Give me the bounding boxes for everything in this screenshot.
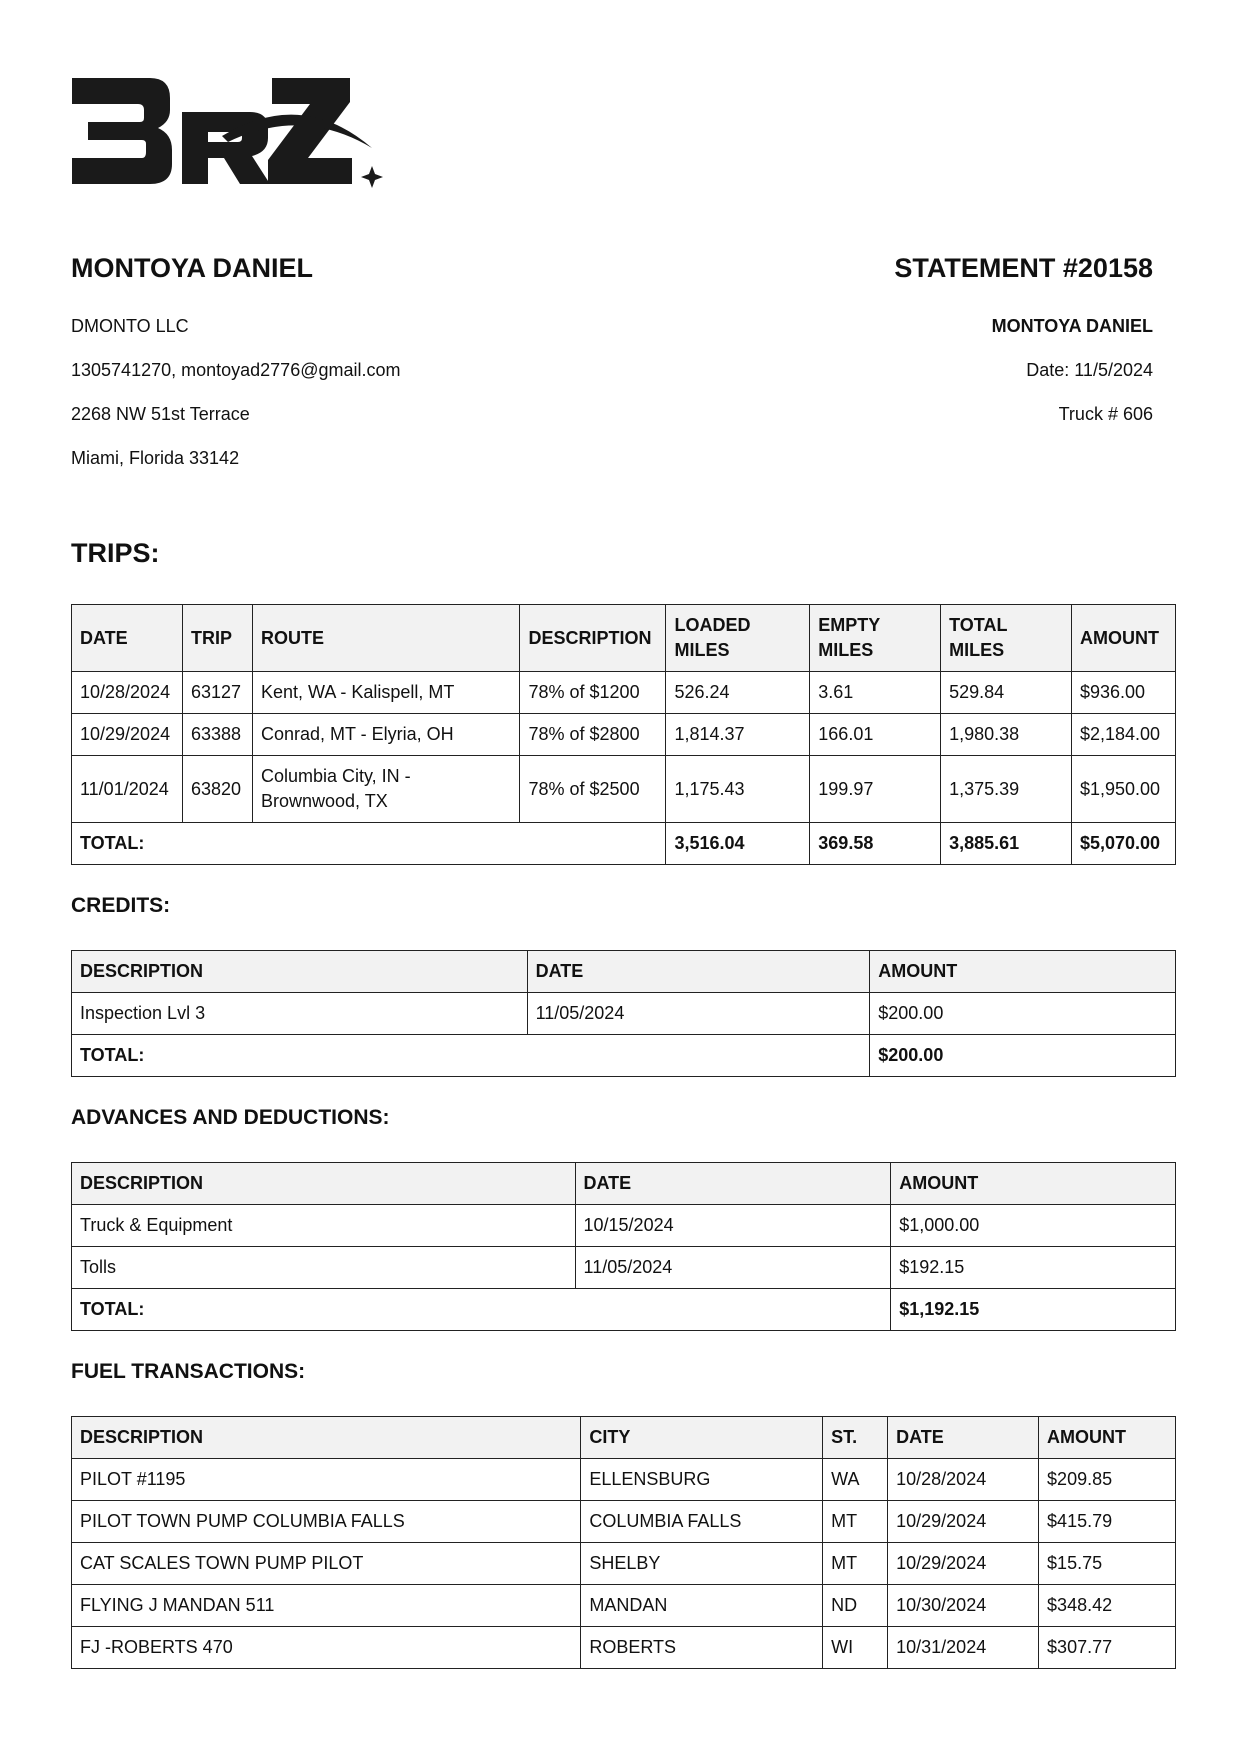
- cell-amount: $348.42: [1039, 1585, 1176, 1627]
- column-header: AMOUNT: [1039, 1417, 1176, 1459]
- column-header: TRIP: [182, 605, 252, 672]
- cell-city: MANDAN: [581, 1585, 823, 1627]
- cell-date: 10/29/2024: [72, 714, 183, 756]
- column-header: CITY: [581, 1417, 823, 1459]
- column-header: AMOUNT: [1071, 605, 1175, 672]
- cell-amount: $307.77: [1039, 1627, 1176, 1669]
- total-row: [72, 1289, 1176, 1331]
- cell-empty-miles: 166.01: [810, 714, 941, 756]
- cell-date: 10/29/2024: [888, 1543, 1039, 1585]
- table-header-row: [72, 605, 1176, 672]
- column-header: DATE: [888, 1417, 1039, 1459]
- table-row: [72, 1543, 1176, 1585]
- contact-info: 1305741270, montoyad2776@gmail.com: [71, 360, 401, 380]
- cell-date: 10/31/2024: [888, 1627, 1039, 1669]
- company-name: DMONTO LLC: [71, 316, 189, 336]
- column-header: AMOUNT: [870, 951, 1176, 993]
- cell-description: 78% of $2500: [520, 756, 666, 823]
- fuel-heading: FUEL TRANSACTIONS:: [71, 1360, 306, 1383]
- cell-city: ELLENSBURG: [581, 1459, 823, 1501]
- cell-total-miles: 1,980.38: [941, 714, 1072, 756]
- cell-amount: $1,950.00: [1071, 756, 1175, 823]
- table-header-row: [72, 951, 1176, 993]
- cell-date: 10/28/2024: [888, 1459, 1039, 1501]
- cell-route: Columbia City, IN - Brownwood, TX: [252, 756, 520, 823]
- cell-total-miles: 529.84: [941, 672, 1072, 714]
- cell-state: MT: [823, 1543, 888, 1585]
- table-row: [72, 1205, 1176, 1247]
- credits-heading: CREDITS:: [71, 894, 171, 917]
- address-line-2: Miami, Florida 33142: [71, 448, 240, 468]
- table-row: [72, 1459, 1176, 1501]
- table-row: [72, 993, 1176, 1035]
- statement-driver-name: MONTOYA DANIEL: [991, 316, 1153, 336]
- total-label: TOTAL:: [72, 823, 666, 865]
- column-header: EMPTY MILES: [810, 605, 941, 672]
- cell-empty-miles: 3.61: [810, 672, 941, 714]
- driver-info: [71, 315, 401, 491]
- cell-state: ND: [823, 1585, 888, 1627]
- statement-info: [992, 315, 1153, 447]
- cell-description: Inspection Lvl 3: [72, 993, 528, 1035]
- statement-date: Date: 11/5/2024: [1026, 360, 1153, 380]
- table-row: [72, 714, 1176, 756]
- truck-number: Truck # 606: [1058, 404, 1153, 424]
- cell-trip: 63820: [182, 756, 252, 823]
- advances-table: [71, 1162, 1176, 1331]
- column-header: ST.: [823, 1417, 888, 1459]
- cell-description: PILOT TOWN PUMP COLUMBIA FALLS: [72, 1501, 581, 1543]
- cell-date: 10/28/2024: [72, 672, 183, 714]
- cell-description: FLYING J MANDAN 511: [72, 1585, 581, 1627]
- cell-empty-miles: 199.97: [810, 756, 941, 823]
- table-row: [72, 1247, 1176, 1289]
- cell-amount: $15.75: [1039, 1543, 1176, 1585]
- total-amount: $5,070.00: [1071, 823, 1175, 865]
- cell-description: 78% of $1200: [520, 672, 666, 714]
- cell-city: SHELBY: [581, 1543, 823, 1585]
- cell-state: WI: [823, 1627, 888, 1669]
- total-amount: $200.00: [870, 1035, 1176, 1077]
- cell-loaded-miles: 526.24: [666, 672, 810, 714]
- fuel-table: [71, 1416, 1176, 1669]
- column-header: DATE: [575, 1163, 891, 1205]
- driver-name: MONTOYA DANIEL: [71, 253, 314, 283]
- column-header: TOTAL MILES: [941, 605, 1072, 672]
- cell-amount: $192.15: [891, 1247, 1176, 1289]
- cell-description: CAT SCALES TOWN PUMP PILOT: [72, 1543, 581, 1585]
- table-row: [72, 1501, 1176, 1543]
- table-row: [72, 1627, 1176, 1669]
- company-logo: [72, 78, 384, 190]
- column-header: DESCRIPTION: [72, 1163, 576, 1205]
- statement-number: STATEMENT #20158: [894, 253, 1153, 283]
- column-header: LOADED MILES: [666, 605, 810, 672]
- cell-date: 10/15/2024: [575, 1205, 891, 1247]
- cell-route: Kent, WA - Kalispell, MT: [252, 672, 520, 714]
- total-row: [72, 1035, 1176, 1077]
- address-line-1: 2268 NW 51st Terrace: [71, 404, 250, 424]
- column-header: DESCRIPTION: [520, 605, 666, 672]
- trips-table: [71, 604, 1176, 865]
- cell-trip: 63127: [182, 672, 252, 714]
- column-header: DESCRIPTION: [72, 1417, 581, 1459]
- cell-date: 11/05/2024: [575, 1247, 891, 1289]
- total-loaded-miles: 3,516.04: [666, 823, 810, 865]
- cell-description: FJ -ROBERTS 470: [72, 1627, 581, 1669]
- credits-table: [71, 950, 1176, 1077]
- cell-state: WA: [823, 1459, 888, 1501]
- total-row: [72, 823, 1176, 865]
- cell-amount: $936.00: [1071, 672, 1175, 714]
- table-header-row: [72, 1417, 1176, 1459]
- cell-state: MT: [823, 1501, 888, 1543]
- cell-amount: $1,000.00: [891, 1205, 1176, 1247]
- table-row: [72, 756, 1176, 823]
- cell-amount: $415.79: [1039, 1501, 1176, 1543]
- cell-date: 11/05/2024: [527, 993, 870, 1035]
- total-label: TOTAL:: [72, 1289, 891, 1331]
- cell-date: 11/01/2024: [72, 756, 183, 823]
- cell-description: Tolls: [72, 1247, 576, 1289]
- column-header: DATE: [72, 605, 183, 672]
- column-header: DESCRIPTION: [72, 951, 528, 993]
- total-amount: $1,192.15: [891, 1289, 1176, 1331]
- trips-heading: TRIPS:: [71, 538, 160, 568]
- cell-trip: 63388: [182, 714, 252, 756]
- total-miles: 3,885.61: [941, 823, 1072, 865]
- column-header: ROUTE: [252, 605, 520, 672]
- total-empty-miles: 369.58: [810, 823, 941, 865]
- cell-route: Conrad, MT - Elyria, OH: [252, 714, 520, 756]
- cell-city: COLUMBIA FALLS: [581, 1501, 823, 1543]
- cell-amount: $200.00: [870, 993, 1176, 1035]
- column-header: AMOUNT: [891, 1163, 1176, 1205]
- cell-description: Truck & Equipment: [72, 1205, 576, 1247]
- cell-loaded-miles: 1,814.37: [666, 714, 810, 756]
- advances-heading: ADVANCES AND DEDUCTIONS:: [71, 1106, 390, 1129]
- cell-loaded-miles: 1,175.43: [666, 756, 810, 823]
- cell-description: PILOT #1195: [72, 1459, 581, 1501]
- total-label: TOTAL:: [72, 1035, 870, 1077]
- table-header-row: [72, 1163, 1176, 1205]
- cell-description: 78% of $2800: [520, 714, 666, 756]
- cell-date: 10/30/2024: [888, 1585, 1039, 1627]
- table-row: [72, 672, 1176, 714]
- cell-amount: $2,184.00: [1071, 714, 1175, 756]
- column-header: DATE: [527, 951, 870, 993]
- cell-amount: $209.85: [1039, 1459, 1176, 1501]
- cell-total-miles: 1,375.39: [941, 756, 1072, 823]
- cell-city: ROBERTS: [581, 1627, 823, 1669]
- cell-date: 10/29/2024: [888, 1501, 1039, 1543]
- table-row: [72, 1585, 1176, 1627]
